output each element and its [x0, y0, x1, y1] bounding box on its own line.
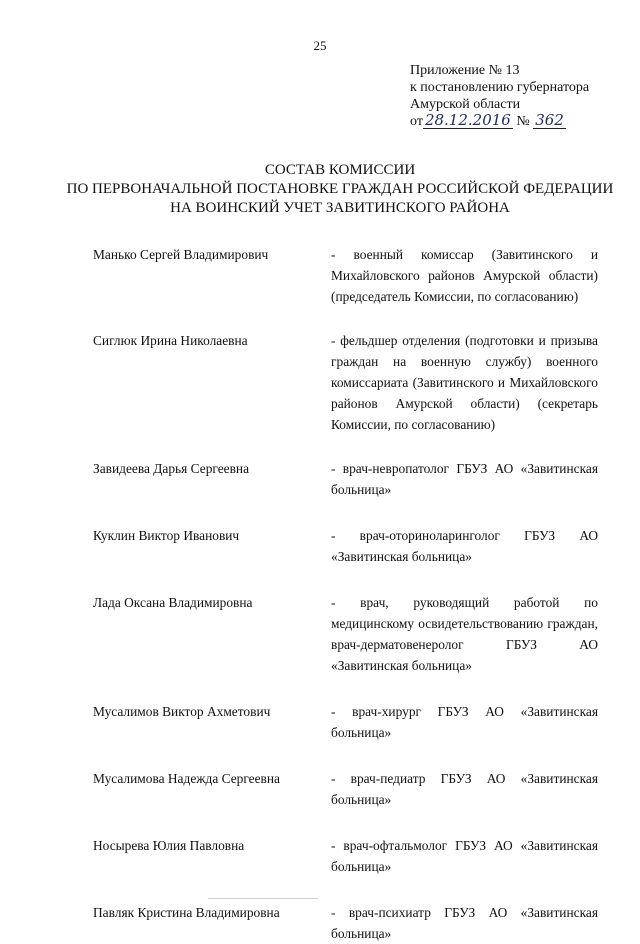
member-role: - врач, руководящий работой по медицинскому освидетельствованию граждан, врач-дерматовенеролог ГБУЗ АО «Завитинская больница» [331, 595, 598, 673]
member-row [93, 835, 598, 877]
member-name: Лада Оксана Владимировна [93, 595, 253, 610]
member-name: Мусалимов Виктор Ахметович [93, 704, 271, 719]
member-role: - военный комиссар (Завитинского и Михайловского районов Амурской области) (председатель Комиссии, по согласованию) [331, 247, 598, 304]
footer-divider [208, 898, 318, 902]
member-row [93, 330, 598, 435]
member-role: - врач-оториноларинголог ГБУЗ АО «Завитинская больница» [331, 528, 598, 564]
page-number: 25 [313, 38, 327, 53]
member-name: Мусалимова Надежда Сергеевна [93, 771, 280, 786]
member-role: - врач-офтальмолог ГБУЗ АО «Завитинская больница» [331, 838, 598, 874]
member-row [93, 525, 598, 567]
member-role: - фельдшер отделения (подготовки и призыва граждан на военную службу) военного комиссариата (Завитинского и Михайловского районов Амурской области) (секретарь Комиссии, по согласованию) [331, 333, 598, 432]
decree-number: 362 [535, 111, 564, 129]
member-role: - врач-невропатолог ГБУЗ АО «Завитинская больница» [331, 461, 598, 497]
member-role: - врач-хирург ГБУЗ АО «Завитинская больница» [331, 704, 598, 740]
appendix-block [410, 62, 589, 130]
member-row [93, 458, 598, 500]
member-role: - врач-педиатр ГБУЗ АО «Завитинская больница» [331, 771, 598, 807]
member-row [93, 768, 598, 810]
member-name: Куклин Виктор Иванович [93, 528, 240, 543]
decree-date: 28.12.2016 [424, 111, 511, 129]
title-line-1: СОСТАВ КОМИССИИ [264, 162, 416, 178]
member-name: Павляк Кристина Владимировна [93, 905, 280, 920]
member-name: Манько Сергей Владимирович [93, 247, 269, 262]
document-title [60, 161, 620, 218]
member-row [93, 701, 598, 743]
appendix-title: Приложение № 13 [410, 63, 520, 78]
title-line-2: ПО ПЕРВОНАЧАЛЬНОЙ ПОСТАНОВКЕ ГРАЖДАН РОССИЙСКОЙ ФЕДЕРАЦИИ [66, 181, 614, 197]
member-name: Сиглюк Ирина Николаевна [93, 333, 248, 348]
member-name: Завидеева Дарья Сергеевна [93, 461, 250, 476]
appendix-date-row [410, 113, 589, 130]
member-role: - врач-психиатр ГБУЗ АО «Завитинская больница» [331, 905, 598, 941]
member-row [93, 244, 598, 307]
member-name: Носырева Юлия Павловна [93, 838, 245, 853]
appendix-decree: к постановлению губернатора [410, 80, 590, 95]
date-prefix: от [410, 114, 423, 129]
member-row [93, 592, 598, 676]
member-row [93, 902, 598, 944]
members-list [93, 244, 598, 944]
number-prefix: № [516, 114, 530, 129]
appendix-region: Амурской области [410, 97, 521, 112]
title-line-3: НА ВОИНСКИЙ УЧЕТ ЗАВИТИНСКОГО РАЙОНА [170, 200, 510, 216]
